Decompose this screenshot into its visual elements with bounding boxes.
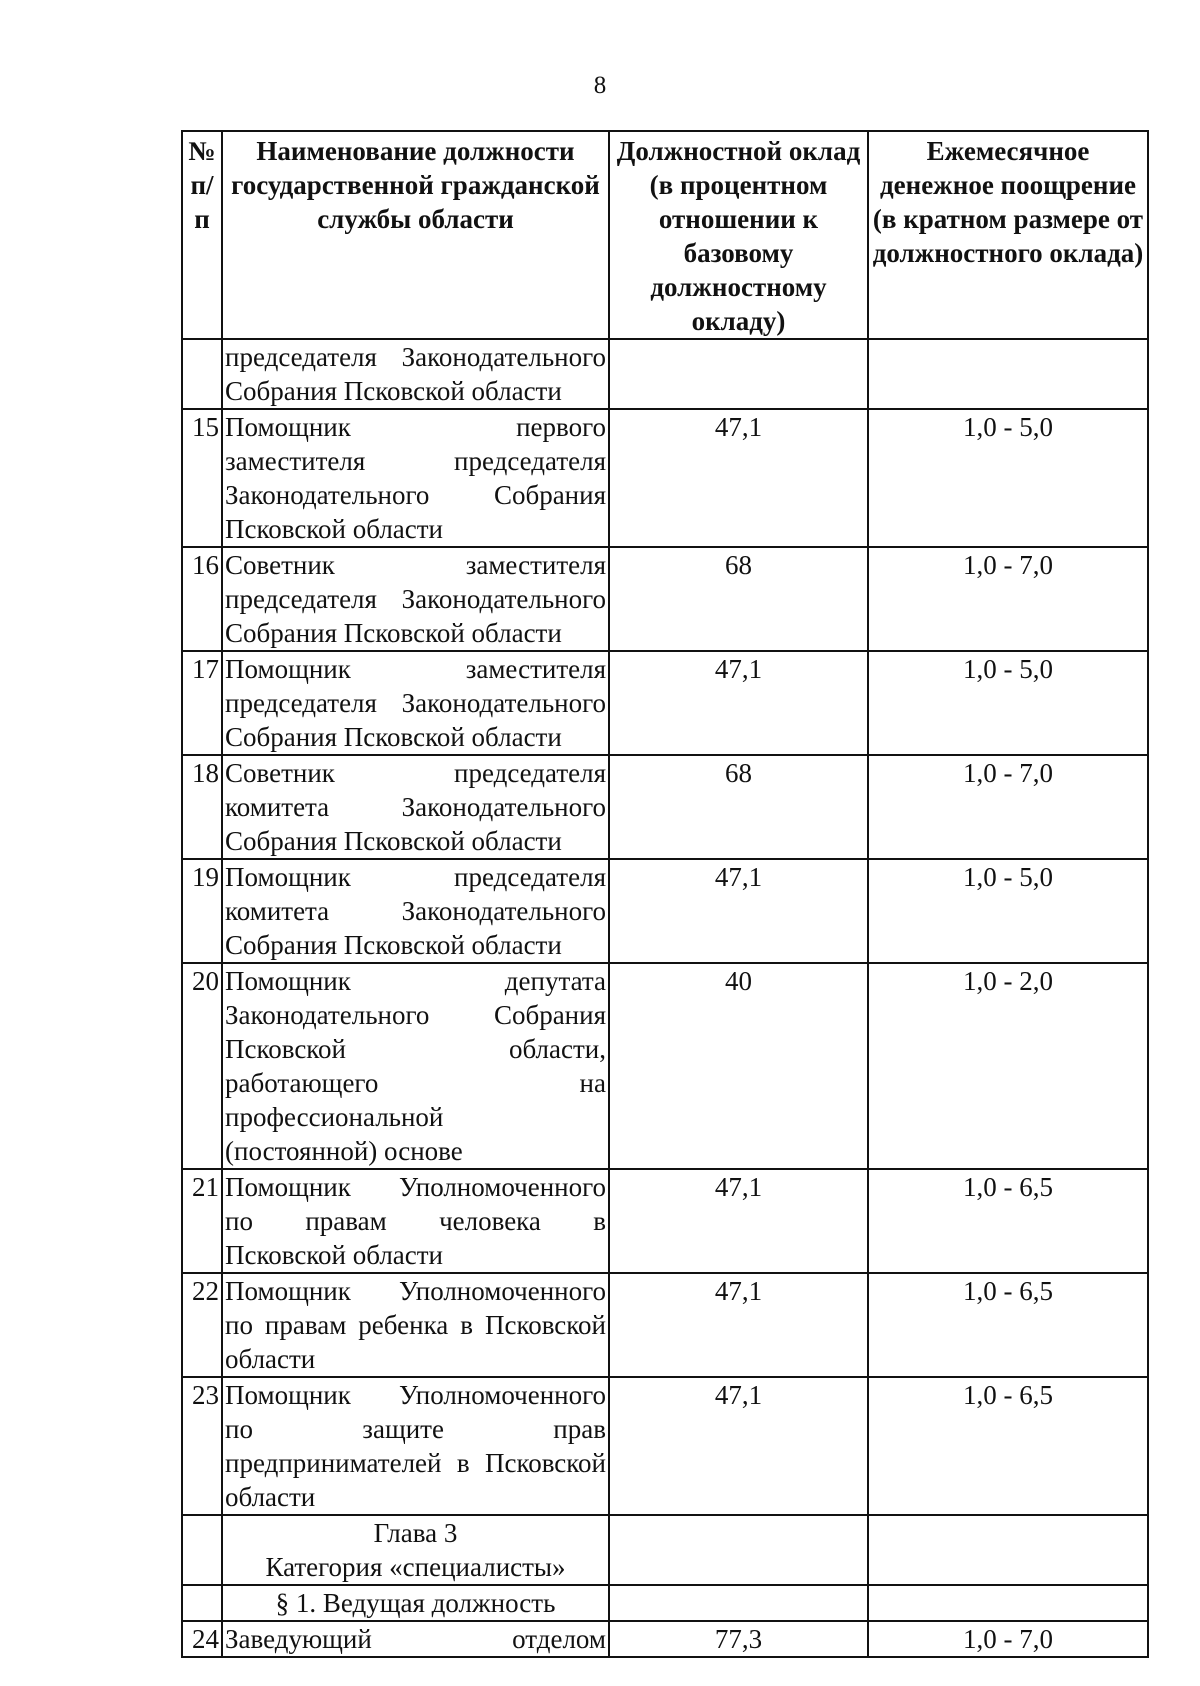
bonus-value <box>868 339 1148 409</box>
bonus-value: 1,0 - 5,0 <box>868 409 1148 547</box>
salary-value: 40 <box>609 963 868 1169</box>
position-name-line: Псковской области, <box>225 1034 606 1064</box>
row-number: 19 <box>182 859 222 963</box>
bonus-value <box>868 1585 1148 1621</box>
table-row <box>182 651 1148 755</box>
row-number: 23 <box>182 1377 222 1515</box>
salary-value: 68 <box>609 755 868 859</box>
salary-value: 77,3 <box>609 1621 868 1657</box>
salary-value <box>609 339 868 409</box>
position-name-line: Помощник Уполномоченного <box>225 1172 606 1202</box>
row-number: 22 <box>182 1273 222 1377</box>
row-number <box>182 339 222 409</box>
table-body <box>182 339 1148 1657</box>
position-name <box>222 1273 609 1377</box>
position-name <box>222 547 609 651</box>
position-name-line: председателя Законодательного <box>225 584 606 614</box>
position-name-line: Законодательного Собрания <box>225 1000 606 1030</box>
position-name-line: Советник заместителя <box>225 550 606 580</box>
row-number <box>182 1585 222 1621</box>
position-name-line: Помощник председателя <box>225 862 606 892</box>
table-row <box>182 409 1148 547</box>
position-name-line: профессиональной <box>225 1102 444 1132</box>
position-name-line: области <box>225 1344 316 1374</box>
position-name-line: по правам человека в <box>225 1206 606 1236</box>
position-name-line: комитета Законодательного <box>225 792 606 822</box>
row-number <box>182 1515 222 1585</box>
position-name-line: по защите прав <box>225 1414 606 1444</box>
position-name <box>222 339 609 409</box>
position-name <box>222 409 609 547</box>
position-name-line: области <box>225 1482 316 1512</box>
salary-value: 47,1 <box>609 1169 868 1273</box>
position-name-line: работающего на <box>225 1068 606 1098</box>
table-row <box>182 963 1148 1169</box>
chapter-title: Глава 3 <box>373 1518 458 1548</box>
position-name-line: заместителя председателя <box>225 446 606 476</box>
row-number: 21 <box>182 1169 222 1273</box>
position-name-line: по правам ребенка в Псковской <box>225 1310 606 1340</box>
position-name-line: председателя Законодательного <box>225 688 606 718</box>
row-number: 24 <box>182 1621 222 1657</box>
bonus-value: 1,0 - 5,0 <box>868 859 1148 963</box>
bonus-value: 1,0 - 7,0 <box>868 755 1148 859</box>
section-row <box>182 1585 1148 1621</box>
position-name-line: предпринимателей в Псковской <box>225 1448 606 1478</box>
position-name <box>222 963 609 1169</box>
salary-value: 47,1 <box>609 409 868 547</box>
salary-value <box>609 1515 868 1585</box>
position-name-line: комитета Законодательного <box>225 896 606 926</box>
chapter-heading <box>222 1515 609 1585</box>
salary-value: 47,1 <box>609 651 868 755</box>
position-name-line: Помощник депутата <box>225 966 606 996</box>
bonus-value: 1,0 - 6,5 <box>868 1273 1148 1377</box>
table-row <box>182 1169 1148 1273</box>
salary-table <box>181 130 1149 1658</box>
position-name-line: Собрания Псковской области <box>225 618 562 648</box>
position-name <box>222 1169 609 1273</box>
salary-value <box>609 1585 868 1621</box>
position-name-line: Собрания Псковской области <box>225 826 562 856</box>
position-name-line: Помощник Уполномоченного <box>225 1276 606 1306</box>
position-name-line: Заведующий отделом <box>225 1624 606 1654</box>
bonus-value: 1,0 - 6,5 <box>868 1377 1148 1515</box>
header-num: № п/п <box>182 131 222 339</box>
table-row <box>182 755 1148 859</box>
row-number: 16 <box>182 547 222 651</box>
position-name-line: Помощник Уполномоченного <box>225 1380 606 1410</box>
position-name-line: председателя Законодательного <box>225 342 606 372</box>
position-name-line: Помощник первого <box>225 412 606 442</box>
table-row <box>182 547 1148 651</box>
position-name-line: (постоянной) основе <box>225 1136 463 1166</box>
position-name-line: Помощник заместителя <box>225 654 606 684</box>
salary-value: 47,1 <box>609 1273 868 1377</box>
table-header-row <box>182 131 1148 339</box>
table-row <box>182 1621 1148 1657</box>
position-name-line: Псковской области <box>225 1240 444 1270</box>
salary-value: 47,1 <box>609 1377 868 1515</box>
chapter-row <box>182 1515 1148 1585</box>
salary-value: 47,1 <box>609 859 868 963</box>
salary-value: 68 <box>609 547 868 651</box>
row-number: 15 <box>182 409 222 547</box>
row-number: 17 <box>182 651 222 755</box>
table-row <box>182 1273 1148 1377</box>
bonus-value: 1,0 - 6,5 <box>868 1169 1148 1273</box>
category-title: Категория «специалисты» <box>265 1552 566 1582</box>
bonus-value <box>868 1515 1148 1585</box>
bonus-value: 1,0 - 5,0 <box>868 651 1148 755</box>
position-name <box>222 1621 609 1657</box>
position-name <box>222 755 609 859</box>
header-bonus: Ежемесячное денежное поощрение (в кратном размере от должностного оклада) <box>868 131 1148 339</box>
position-name-line: Собрания Псковской области <box>225 376 562 406</box>
table-row <box>182 1377 1148 1515</box>
position-name-line: Законодательного Собрания <box>225 480 606 510</box>
header-salary: Должностной оклад (в процентном отношении к базовому должностному окладу) <box>609 131 868 339</box>
position-name-line: Собрания Псковской области <box>225 722 562 752</box>
page-number: 8 <box>593 72 607 99</box>
bonus-value: 1,0 - 2,0 <box>868 963 1148 1169</box>
position-name <box>222 651 609 755</box>
position-name-line: Собрания Псковской области <box>225 930 562 960</box>
position-name-line: Советник председателя <box>225 758 606 788</box>
position-name <box>222 859 609 963</box>
bonus-value: 1,0 - 7,0 <box>868 1621 1148 1657</box>
section-heading: § 1. Ведущая должность <box>222 1585 609 1621</box>
row-number: 18 <box>182 755 222 859</box>
position-name <box>222 1377 609 1515</box>
bonus-value: 1,0 - 7,0 <box>868 547 1148 651</box>
position-name-line: Псковской области <box>225 514 444 544</box>
table-row <box>182 339 1148 409</box>
header-name: Наименование должности государственной гражданской службы области <box>222 131 609 339</box>
row-number: 20 <box>182 963 222 1169</box>
table-row <box>182 859 1148 963</box>
